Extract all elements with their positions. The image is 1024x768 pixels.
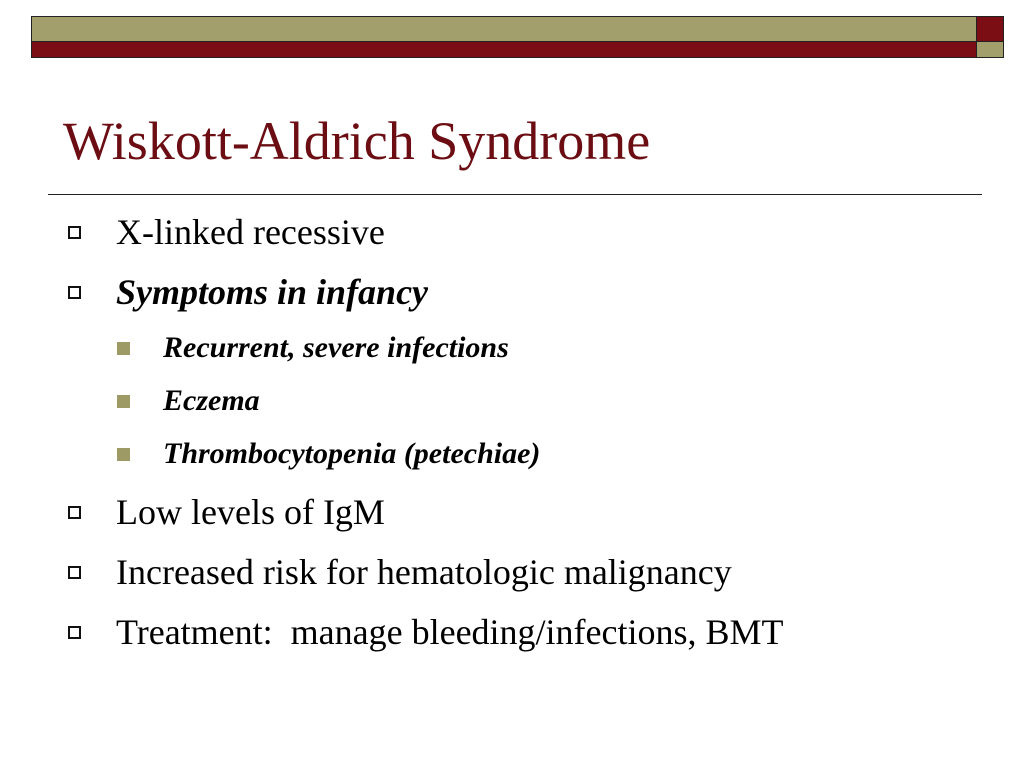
sub-bullet-text: Eczema — [163, 384, 260, 417]
hollow-square-bullet-icon — [68, 226, 81, 239]
banner-red-square — [976, 16, 1004, 42]
bullet-text: Symptoms in infancy — [116, 272, 429, 312]
sub-bullet-eczema — [117, 384, 260, 418]
bullet-text: X-linked recessive — [116, 212, 385, 252]
bullet-symptoms — [68, 271, 428, 313]
hollow-square-bullet-icon — [68, 566, 81, 579]
sub-bullet-infections — [117, 331, 509, 365]
filled-square-bullet-icon — [117, 448, 130, 461]
slide-title: Wiskott-Aldrich Syndrome — [63, 111, 651, 171]
sub-bullet-text: Thrombocytopenia (petechiae) — [163, 437, 541, 470]
bullet-text: Treatment: manage bleeding/infections, BMT — [116, 612, 784, 652]
sub-bullet-text: Recurrent, severe infections — [163, 331, 509, 364]
hollow-square-bullet-icon — [68, 626, 81, 639]
bullet-x-linked — [68, 211, 385, 253]
bullet-malignancy-risk — [68, 551, 732, 593]
hollow-square-bullet-icon — [68, 506, 81, 519]
banner-red-bar — [31, 41, 977, 58]
filled-square-bullet-icon — [117, 395, 130, 408]
hollow-square-bullet-icon — [68, 286, 81, 299]
filled-square-bullet-icon — [117, 342, 130, 355]
bullet-text: Increased risk for hematologic malignancy — [116, 552, 732, 592]
banner-olive-square — [976, 41, 1004, 58]
bullet-text: Low levels of IgM — [116, 492, 385, 532]
bullet-igm — [68, 491, 385, 533]
bullet-treatment — [68, 611, 784, 653]
banner-olive-bar — [31, 16, 977, 42]
title-divider — [48, 194, 982, 195]
sub-bullet-thrombocytopenia — [117, 437, 540, 471]
